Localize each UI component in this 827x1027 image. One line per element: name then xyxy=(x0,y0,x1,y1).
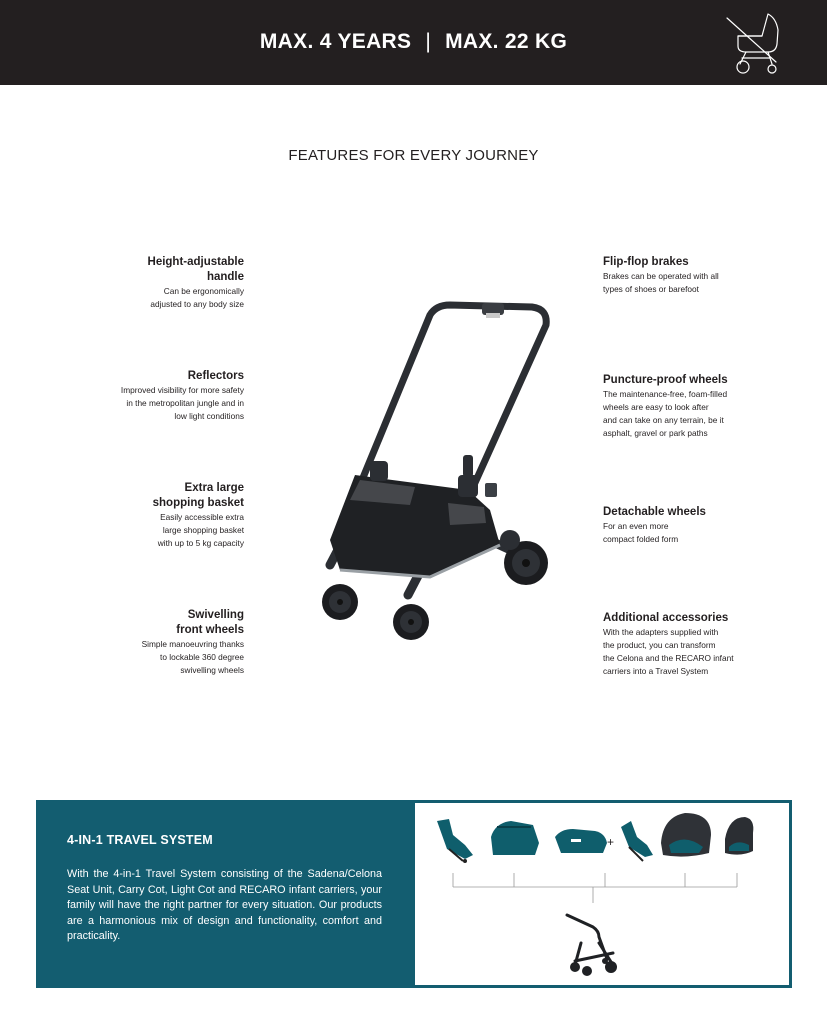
front-left-wheel xyxy=(322,584,358,620)
travel-system-text: With the 4-in-1 Travel System consisting of the Sadena/Celona Seat Unit, Carry Cot, Light Cot and RECARO infant carriers, your family will have the right partner for every situation. Our products are a harmonious mix of design and functionality, comfort and practicality. xyxy=(67,868,382,943)
feature-text: Improved visibility for more safety in the metropolitan jungle and in low light conditions xyxy=(120,385,244,421)
header-bar xyxy=(0,0,827,85)
plus-sign: + xyxy=(607,835,615,849)
feature-title: Height-adjustable handle xyxy=(147,256,244,283)
stroller-chassis-image xyxy=(300,295,570,665)
header-separator: | xyxy=(425,30,432,53)
feature-text: For an even more compact folded form xyxy=(603,521,679,544)
feature-swivelling-front-wheels xyxy=(94,608,244,677)
max-weight-label: MAX. 22 KG xyxy=(445,30,568,53)
rear-left-wheel xyxy=(500,530,520,550)
feature-text: Simple manoeuvring thanks to lockable 360 degree swivelling wheels xyxy=(141,639,244,675)
travel-system-illustration xyxy=(415,803,789,985)
feature-text: Easily accessible extra large shopping basket with up to 5 kg capacity xyxy=(157,512,244,548)
chassis-small-image xyxy=(567,915,613,965)
infant-carrier-image xyxy=(661,813,711,857)
feature-title: Swivelling front wheels xyxy=(176,609,244,636)
travel-system-title: 4-IN-1 TRAVEL SYSTEM xyxy=(67,833,213,847)
feature-shopping-basket xyxy=(94,481,244,550)
feature-reflectors xyxy=(78,369,244,423)
feature-text: With the adapters supplied with the product, you can transform the Celona and the RECARO infant carriers into a Travel System xyxy=(603,627,734,676)
feature-title: Puncture-proof wheels xyxy=(603,374,728,386)
feature-additional-accessories xyxy=(603,611,773,678)
header-specs xyxy=(0,30,827,54)
feature-title: Extra large shopping basket xyxy=(152,482,244,509)
seat-unit-image xyxy=(437,819,473,863)
seat-unit-adapter-image xyxy=(621,821,653,861)
feature-height-adjustable-handle xyxy=(94,255,244,311)
travel-system-products xyxy=(415,803,789,985)
connector-lines xyxy=(453,873,737,903)
feature-text: The maintenance-free, foam-filled wheels are easy to look after and can take on any terrain, be it asphalt, gravel or park paths xyxy=(603,389,728,438)
light-cot-image xyxy=(555,829,607,853)
fold-joint xyxy=(458,475,478,497)
travel-system-panel xyxy=(36,800,792,988)
carry-cot-image xyxy=(491,821,539,855)
feature-title: Reflectors xyxy=(187,370,244,382)
feature-text: Can be ergonomically adjusted to any body size xyxy=(150,286,244,309)
section-title: FEATURES FOR EVERY JOURNEY xyxy=(288,147,539,164)
feature-puncture-proof-wheels xyxy=(603,373,753,440)
pram-icon xyxy=(724,10,784,76)
stroller-handle xyxy=(360,305,546,485)
feature-title: Additional accessories xyxy=(603,612,729,624)
infant-carrier-2-image xyxy=(725,817,753,855)
feature-title: Flip-flop brakes xyxy=(603,256,689,268)
max-age-label: MAX. 4 YEARS xyxy=(259,30,412,53)
feature-detachable-wheels xyxy=(603,505,753,546)
feature-text: Brakes can be operated with all types of shoes or barefoot xyxy=(603,271,719,294)
front-right-wheel xyxy=(393,604,429,640)
feature-flip-flop-brakes xyxy=(603,255,753,296)
feature-title: Detachable wheels xyxy=(603,506,706,518)
